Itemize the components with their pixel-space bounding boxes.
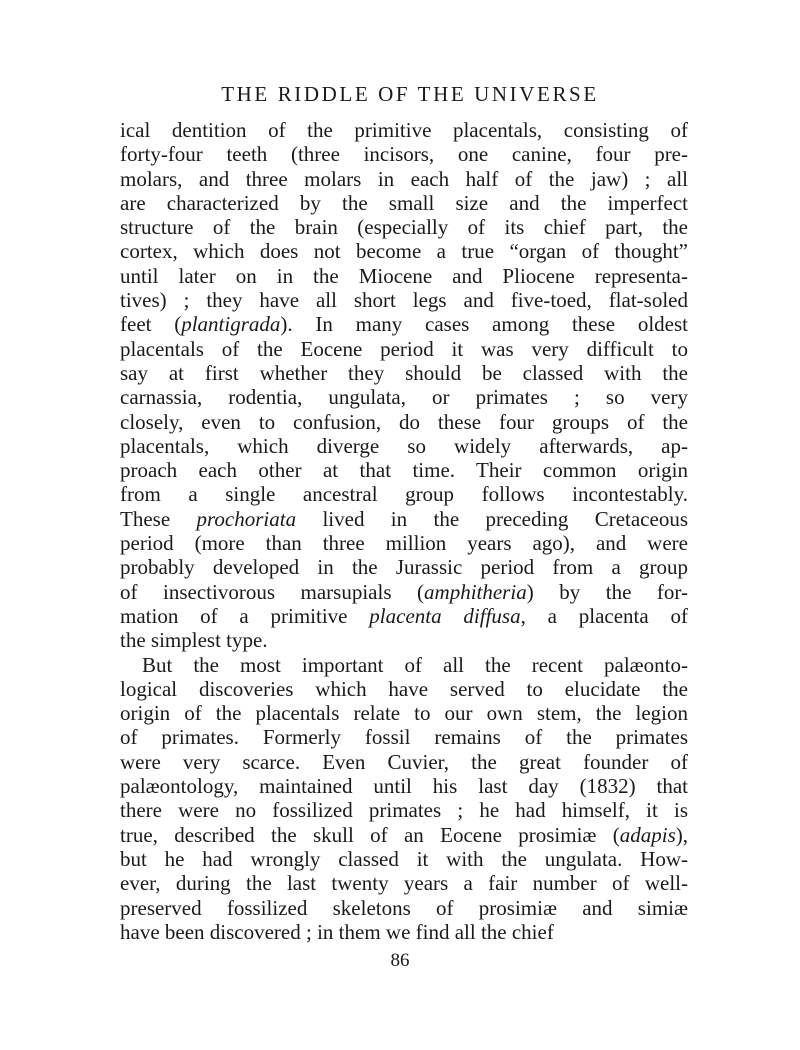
text-segment: ical dentition of the primitive placentals, consisting of (120, 118, 688, 142)
text-segment: there were no fossilized primates ; he had himself, it is (120, 798, 688, 823)
text-segment: ). In many cases among these oldest (280, 312, 688, 337)
text-segment: origin of the placentals relate to our own stem, the legion (120, 701, 688, 726)
text-line (120, 434, 688, 458)
text-line (120, 580, 688, 604)
text-line (120, 531, 688, 555)
text-line (120, 823, 688, 847)
text-segment: of insectivorous marsupials ( (120, 579, 425, 604)
text-line (120, 701, 688, 725)
italic-term: prochoriata (196, 506, 297, 531)
text-segment: logical discoveries which have served to elucidate the (120, 676, 688, 701)
text-line (120, 191, 688, 215)
text-segment: probably developed in the Jurassic period from a group (120, 555, 688, 580)
text-segment: of primates. Formerly fossil remains of the primates (120, 725, 688, 750)
text-segment: ) by the for- (526, 579, 688, 604)
italic-term: amphitheria (424, 579, 527, 604)
text-segment: placentals, which diverge so widely afterwards, ap- (120, 433, 688, 458)
text-line (120, 896, 688, 920)
text-line (120, 653, 688, 677)
text-segment: But the most important of all the recent palæonto- (142, 652, 688, 677)
text-segment: preserved fossilized skeletons of prosimiæ and simiæ (120, 895, 688, 920)
text-segment: closely, even to confusion, do these four groups of the (120, 409, 688, 434)
text-line (120, 385, 688, 409)
italic-term: adapis (619, 822, 676, 847)
text-line (120, 142, 688, 166)
text-line (120, 482, 688, 506)
text-line (120, 798, 688, 822)
text-line (120, 264, 688, 288)
text-segment: cortex, which does not become a true “organ of thought” (120, 239, 688, 264)
text-line (120, 410, 688, 434)
text-line (120, 215, 688, 239)
text-line (120, 312, 688, 336)
text-segment: ), (675, 822, 688, 847)
text-line (120, 239, 688, 263)
text-segment: lived in the preceding Cretaceous (296, 506, 688, 531)
text-segment: carnassia, rodentia, ungulata, or primates ; so very (120, 385, 688, 410)
text-line (120, 337, 688, 361)
italic-term: placenta diffusa (369, 603, 521, 628)
text-segment: molars, and three molars in each half of the jaw) ; all (120, 166, 688, 191)
text-line (120, 677, 688, 701)
text-segment: have been discovered ; in them we find all the chief (120, 919, 554, 944)
text-line (120, 725, 688, 749)
text-line (120, 288, 688, 312)
text-line (120, 604, 688, 628)
text-segment: but he had wrongly classed it with the ungulata. How- (120, 846, 688, 871)
text-segment: forty-four teeth (three incisors, one canine, four pre- (120, 142, 688, 167)
text-line (120, 361, 688, 385)
page-number: 86 (390, 950, 410, 971)
text-segment: say at first whether they should be classed with the (120, 360, 688, 385)
text-line (120, 167, 688, 191)
text-segment: were very scarce. Even Cuvier, the great founder of (120, 749, 688, 774)
text-line (120, 774, 688, 798)
text-line (120, 458, 688, 482)
text-line (120, 847, 688, 871)
text-segment: from a single ancestral group follows incontestably. (120, 482, 688, 507)
italic-term: plantigrada (181, 312, 281, 337)
text-segment: until later on in the Miocene and Pliocene representa- (120, 263, 688, 288)
text-segment: palæontology, maintained until his last day (1832) that (120, 774, 688, 799)
running-head: THE RIDDLE OF THE UNIVERSE (221, 82, 599, 106)
text-segment: structure of the brain (especially of its chief part, the (120, 215, 688, 240)
text-segment: These (120, 506, 197, 531)
text-segment: mation of a primitive (120, 603, 370, 628)
text-line (120, 871, 688, 895)
text-segment: true, described the skull of an Eocene prosimiæ ( (120, 822, 620, 847)
text-segment: placentals of the Eocene period it was very difficult to (120, 336, 688, 361)
text-segment: proach each other at that time. Their common origin (120, 458, 688, 483)
text-line (120, 555, 688, 579)
text-line (120, 507, 688, 531)
text-segment: the simplest type. (120, 628, 268, 653)
text-line (120, 628, 688, 652)
text-segment: are characterized by the small size and the imperfect (120, 190, 688, 215)
text-line (120, 118, 688, 142)
text-line (120, 750, 688, 774)
text-line (120, 920, 688, 944)
text-segment: , a placenta of (520, 603, 688, 628)
text-segment: feet ( (120, 312, 182, 337)
text-segment: tives) ; they have all short legs and five-toed, flat-soled (120, 288, 688, 313)
body-text (120, 118, 688, 944)
text-segment: period (more than three million years ago), and were (120, 531, 688, 556)
text-segment: ever, during the last twenty years a fair number of well- (120, 871, 688, 896)
